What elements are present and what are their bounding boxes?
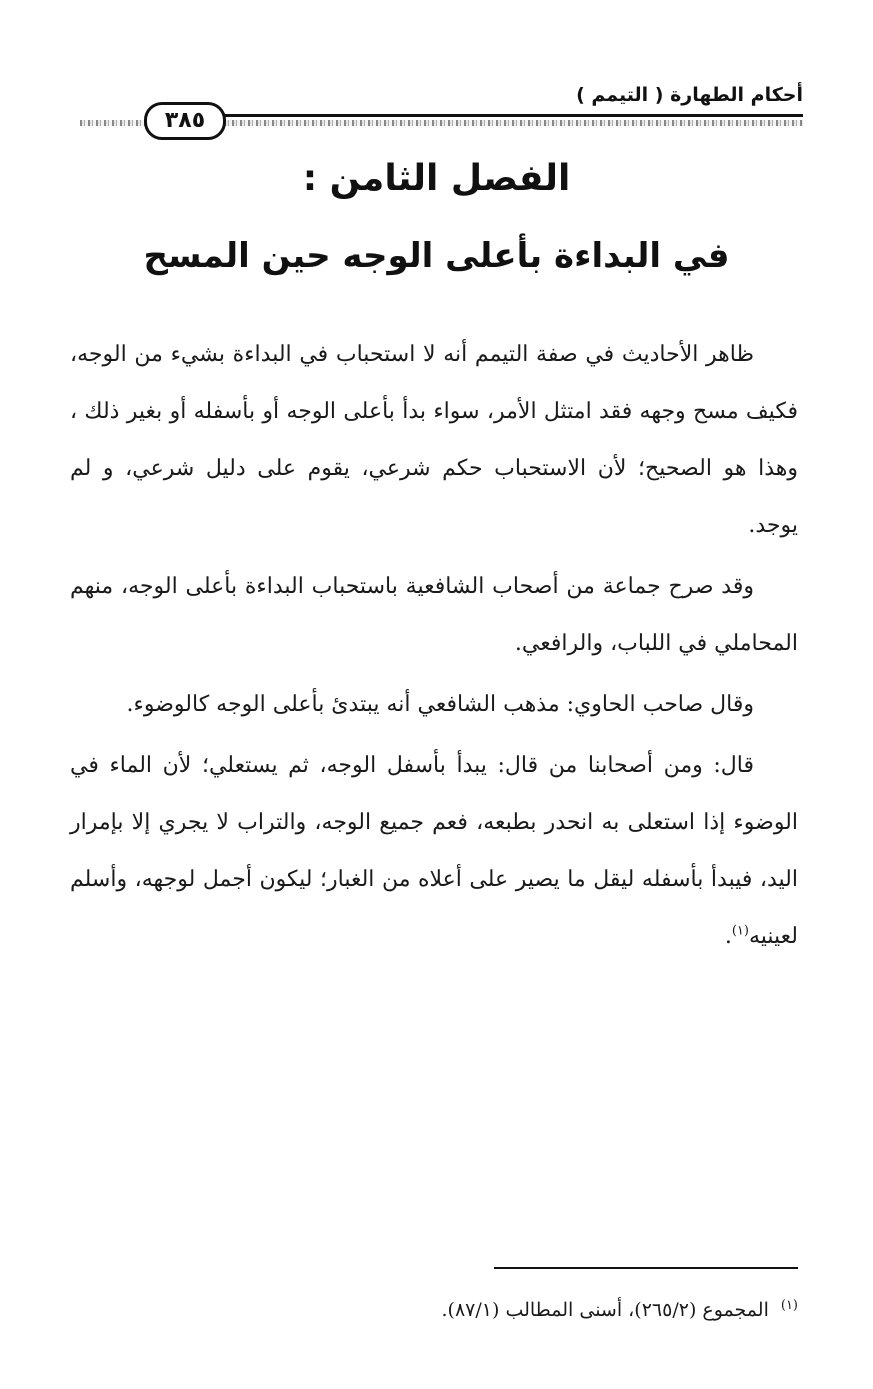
paragraph-with-footnote <box>70 737 798 965</box>
book-title: أحكام الطهارة ( التيمم ) <box>576 84 803 106</box>
paragraph: وقد صرح جماعة من أصحاب الشافعية باستحباب البداءة بأعلى الوجه، منهم المحاملي في اللباب، والرافعي. <box>70 574 798 656</box>
running-header <box>80 78 803 138</box>
body-text <box>70 326 798 969</box>
header-rule <box>220 114 803 117</box>
footnote-text: المجموع (٢٦٥/٢)، أسنى المطالب (٨٧/١). <box>441 1299 769 1321</box>
footnote-marker: (١) <box>780 1297 798 1313</box>
page-number: ٣٨٥ <box>144 102 226 140</box>
paragraph: وقال صاحب الحاوي: مذهب الشافعي أنه يبتدئ بأعلى الوجه كالوضوء. <box>126 692 754 717</box>
paragraph-text: قال: ومن أصحابنا من قال: يبدأ بأسفل الوجه، ثم يستعلي؛ لأن الماء في الوضوء إذا استعلى به انحدر بطبعه، فعم جميع الوجه، والتراب لا يجري إلا بإمرار اليد، فيبدأ بأسفله ليقل ما يصير على أعلاه من الغبار؛ ليكون أجمل لوجهه، وأسلم لعينيه <box>70 753 798 949</box>
footnote-reference[interactable]: (١) <box>731 923 749 939</box>
paragraph: ظاهر الأحاديث في صفة التيمم أنه لا استحباب في البداءة بشيء من الوجه، فكيف مسح وجهه فقد امتثل الأمر، سواء بدأ بأعلى الوجه أو بأسفله أو بغير ذلك ، وهذا هو الصحيح؛ لأن الاستحباب حكم شرعي، يقوم على دليل شرعي، و لم يوجد. <box>70 342 798 538</box>
footnote <box>70 1290 798 1330</box>
paragraph-end: . <box>724 924 732 949</box>
chapter-label: الفصل الثامن : <box>302 158 571 199</box>
chapter-title: في البداءة بأعلى الوجه حين المسح <box>143 236 730 276</box>
footnote-divider <box>494 1267 798 1269</box>
